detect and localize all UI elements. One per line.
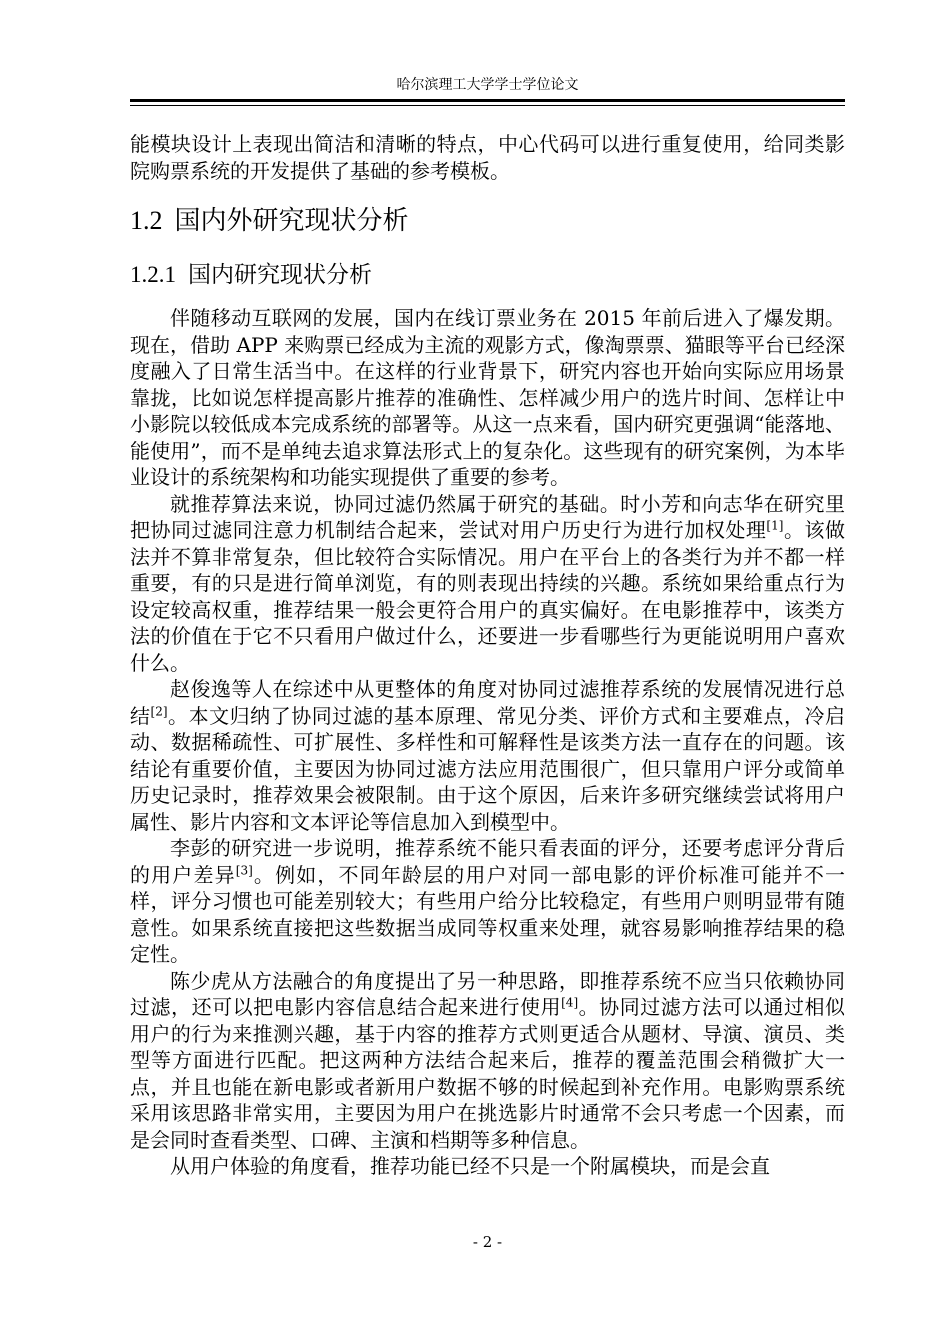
paragraph-text: 陈少虎从方法融合的角度提出了另一种思路，即推荐系统不应当只依赖协同过滤，还可以把电影内容信息结合起来进行使用: [130, 968, 845, 1019]
running-header: 哈尔滨理工大学学士学位论文: [396, 77, 579, 93]
citation-mark: [2]: [150, 703, 168, 718]
header-rule-thick: [130, 99, 845, 102]
paragraph-text: 就推荐算法来说，协同过滤仍然属于研究的基础。时小芳和向志华在研究里把协同过滤同注意力机制结合起来，尝试对用户历史行为进行加权处理: [130, 491, 845, 542]
section-number: 1.2: [130, 206, 163, 235]
paragraph-text: 李彭的研究进一步说明，推荐系统不能只看表面的评分，还要考虑评分背后的用户差异: [130, 836, 845, 887]
section-title: 国内外研究现状分析: [174, 206, 409, 236]
citation-mark: [4]: [561, 995, 579, 1010]
paragraph-text: 。本文归纳了协同过滤的基本原理、常见分类、评价方式和主要难点，冷启动、数据稀疏性、可扩展性、多样性和可解释性是该类方法一直存在的问题。该结论有重要价值，主要因为协同过滤方法应用范围很广，但只靠用户评分或简单历史记录时，推荐效果会被限制。由于这个原因，后来许多研究继续尝试将用户属性、影片内容和文本评论等信息加入到模型中。: [130, 703, 846, 834]
subsection-number: 1.2.1: [130, 262, 176, 287]
body-text: [130, 131, 845, 1180]
paragraph: 从用户体验的角度看，推荐功能已经不只是一个附属模块，而是会直: [170, 1154, 770, 1178]
subsection-heading: [130, 260, 845, 290]
paragraph-text: 。例如，不同年龄层的用户对同一部电影的评价标准可能并不一样，评分习惯也可能差别较大；有些用户给分比较稳定，有些用户则明显带有随意性。如果系统直接把这些数据当成同等权重来处理，就容易影响推荐结果的稳定性。: [130, 862, 846, 966]
paragraph-text: 。协同过滤方法可以通过相似用户的行为来推测兴趣，基于内容的推荐方式则更适合从题材、导演、演员、类型等方面进行匹配。把这两种方法结合起来后，推荐的覆盖范围会稍微扩大一点，并且也能在新电影或者新用户数据不够的时候起到补充作用。电影购票系统采用该思路非常实用，主要因为用户在挑选影片时通常不会只考虑一个因素，而是会同时查看类型、口碑、主演和档期等多种信息。: [130, 995, 846, 1152]
paragraph: 伴随移动互联网的发展，国内在线订票业务在 2015 年前后进入了爆发期。现在，借助 APP 来购票已经成为主流的观影方式，像淘票票、猫眼等平台已经深度融入了日常生活当中。在这样的行业背景下，研究内容也开始向实际应用场景靠拢，比如说怎样提高影片推荐的准确性、怎样减少用户的选片时间、怎样让中小影院以较低成本完成系统的部署等。从这一点来看，国内研究更强调“能落地、能使用”，而不是单纯去追求算法形式上的复杂化。这些现有的研究案例，为本毕业设计的系统架构和功能实现提供了重要的参考。: [130, 306, 845, 489]
paragraph: [130, 835, 845, 968]
page-number: - 2 -: [472, 1233, 503, 1251]
paragraph-continuation: 能模块设计上表现出简洁和清晰的特点，中心代码可以进行重复使用，给同类影院购票系统的开发提供了基础的参考模板。: [130, 132, 845, 183]
paragraph: [130, 968, 845, 1154]
header-rule-thin: [130, 105, 845, 106]
paragraph: [130, 676, 845, 835]
paragraph-text: 赵俊逸等人在综述中从更整体的角度对协同过滤推荐系统的发展情况进行总结: [130, 677, 845, 728]
paragraph-text: 。该做法并不算非常复杂，但比较符合实际情况。用户在平台上的各类行为并不都一样重要，有的只是进行简单浏览，有的则表现出持续的兴趣。系统如果给重点行为设定较高权重，推荐结果一般会更符合用户的真实偏好。在电影推荐中，该类方法的价值在于它不只看用户做过什么，还要进一步看哪些行为更能说明用户喜欢什么。: [130, 518, 846, 675]
paragraph: [130, 491, 845, 677]
citation-mark: [1]: [766, 518, 784, 533]
subsection-title: 国内研究现状分析: [188, 262, 372, 288]
citation-mark: [3]: [235, 862, 253, 877]
section-heading: [130, 204, 845, 238]
